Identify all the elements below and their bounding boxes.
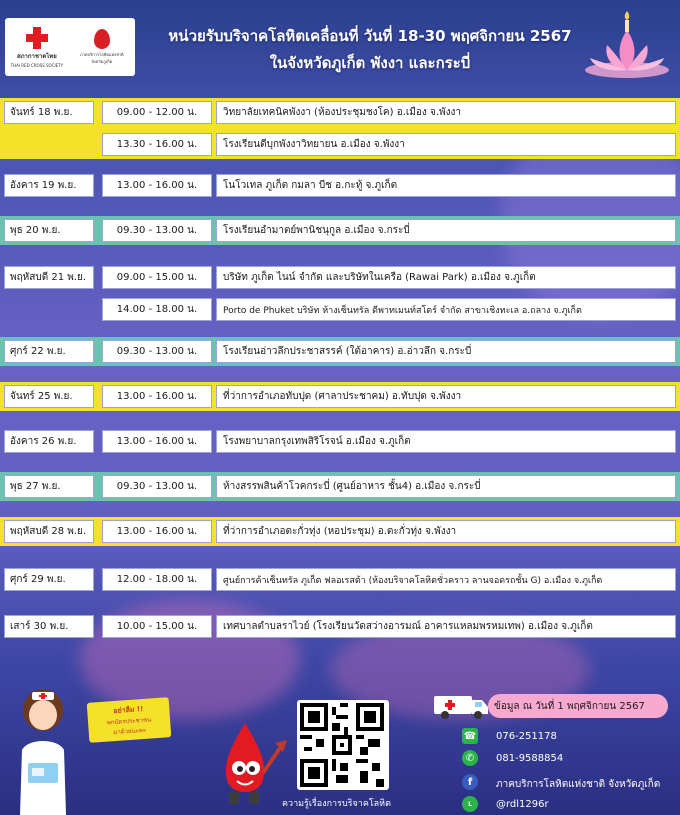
schedule-time: 13.30 - 16.00 น. xyxy=(102,133,212,156)
schedule-place: ที่ว่าการอำเภอทับปุด (ศาลาประชาคม) อ.ทับปุด จ.พังงา xyxy=(216,385,676,408)
qr-caption: ความรู้เรื่องการบริจาคโลหิต xyxy=(282,799,391,809)
schedule-day: พฤหัสบดี 21 พ.ย. xyxy=(4,266,94,289)
blood-center-logo xyxy=(74,29,129,65)
qr-code[interactable] xyxy=(297,700,389,790)
schedule-place: โนโวเทล ภูเก็ต กมลา บีช อ.กะทู้ จ.ภูเก็ต xyxy=(216,174,676,197)
schedule-place: โรงพยาบาลกรุงเทพสิริโรจน์ อ.เมือง จ.ภูเก็ต xyxy=(216,430,676,453)
schedule-day: พุธ 27 พ.ย. xyxy=(4,475,94,498)
schedule-time: 13.00 - 16.00 น. xyxy=(102,385,212,408)
red-cross-logo xyxy=(11,27,63,68)
title-line-2: ในจังหวัดภูเก็ต พังงา และกระบี่ xyxy=(269,54,471,72)
schedule-day: จันทร์ 25 พ.ย. xyxy=(4,385,94,408)
schedule-place: Porto de Phuket บริษัท ห้างเซ็นทรัล ดีพาทเมนท์สโตร์ จำกัด สาขาเชิงทะเล อ.ถลาง จ.ภูเก็ต xyxy=(216,298,676,321)
red-cross-sub: THAI RED CROSS SOCIETY xyxy=(10,62,64,68)
schedule-place: บริษัท ภูเก็ต ไนน์ จำกัด และบริษัทในเครือ (Rawai Park) อ.เมือง จ.ภูเก็ต xyxy=(216,266,676,289)
logo-box xyxy=(5,18,135,76)
schedule-day: จันทร์ 18 พ.ย. xyxy=(4,101,94,124)
facebook-page[interactable]: ภาคบริการโลหิตแห่งชาติ จังหวัดภูเก็ต xyxy=(496,779,661,790)
blood-drop-icon xyxy=(94,29,110,49)
schedule-day: อังคาร 26 พ.ย. xyxy=(4,430,94,453)
facebook-icon: f xyxy=(462,774,478,790)
schedule-place: โรงเรียนอ่าวลึกประชาสรรค์ (ใต้อาคาร) อ.อ่าวลึก จ.กระบี่ xyxy=(216,340,676,363)
reminder-line-1: อย่าลืม !! xyxy=(113,704,144,715)
schedule-place: เทศบาลตำบลราไวย์ (โรงเรียนวัดสว่างอารมณ์ อาคารแหลมพรหมเทพ) อ.เมือง จ.ภูเก็ต xyxy=(216,615,676,638)
nurse-illustration xyxy=(8,688,78,815)
blood-center-name: ภาคบริการโลหิตแห่งชาติ จังหวัดภูเก็ต xyxy=(80,52,124,64)
reminder-line-3: มาด้วยนะคะ xyxy=(113,726,147,736)
schedule-place: ที่ว่าการอำเภอตะกั่วทุ่ง (หอประชุม) อ.ตะกั่วทุ่ง จ.พังงา xyxy=(216,520,676,543)
schedule-time: 09.30 - 13.00 น. xyxy=(102,219,212,242)
schedule-day: ศุกร์ 22 พ.ย. xyxy=(4,340,94,363)
schedule-time: 13.00 - 16.00 น. xyxy=(102,430,212,453)
reminder-line-2: พกบัตรประชาชน xyxy=(106,715,152,727)
schedule-place: ศูนย์การค้าเซ็นทรัล ภูเก็ต ฟลอเรสต้า (ห้องบริจาคโลหิตชั่วคราว ลานจอดรถชั้น G) อ.เมือง จ.ภูเก็ต xyxy=(216,568,676,591)
schedule-day: อังคาร 19 พ.ย. xyxy=(4,174,94,197)
schedule-day: พุธ 20 พ.ย. xyxy=(4,219,94,242)
ambulance-icon xyxy=(432,692,490,720)
reminder-badge xyxy=(87,697,172,743)
title-line-1: หน่วยรับบริจาคโลหิตเคลื่อนที่ วันที่ 18-30 พฤศจิกายน 2567 xyxy=(168,27,572,45)
line-icon: L xyxy=(462,796,478,812)
schedule-time: 09.30 - 13.00 น. xyxy=(102,340,212,363)
schedule-time: 09.30 - 13.00 น. xyxy=(102,475,212,498)
schedule-place: วิทยาลัยเทคนิคพังงา (ห้องประชุมชงโค) อ.เมือง จ.พังงา xyxy=(216,101,676,124)
schedule-day: ศุกร์ 29 พ.ย. xyxy=(4,568,94,591)
schedule-time: 09.00 - 12.00 น. xyxy=(102,101,212,124)
lotus-lantern-icon xyxy=(582,10,672,80)
schedule-time: 09.00 - 15.00 น. xyxy=(102,266,212,289)
schedule-time: 10.00 - 15.00 น. xyxy=(102,615,212,638)
blood-drop-mascot xyxy=(215,718,290,808)
schedule-time: 12.00 - 18.00 น. xyxy=(102,568,212,591)
schedule-time: 13.00 - 16.00 น. xyxy=(102,520,212,543)
info-date-text: ข้อมูล ณ วันที่ 1 พฤศจิกายน 2567 xyxy=(494,700,645,712)
red-cross-name: สภากาชาดไทย xyxy=(16,52,57,60)
schedule-place: โรงเรียนอำมาตย์พานิชนุกูล อ.เมือง จ.กระบี่ xyxy=(216,219,676,242)
phone-2[interactable]: 081-9588854 xyxy=(496,753,564,764)
red-cross-icon xyxy=(26,27,48,49)
phone-icon: ☎ xyxy=(462,728,478,744)
schedule-time: 13.00 - 16.00 น. xyxy=(102,174,212,197)
qr-code-icon xyxy=(300,703,384,787)
phone-1[interactable]: 076-251178 xyxy=(496,731,557,742)
schedule-day: พฤหัสบดี 28 พ.ย. xyxy=(4,520,94,543)
schedule-place: โรงเรียนดีบุกพังงาวิทยายน อ.เมือง จ.พังงา xyxy=(216,133,676,156)
line-id[interactable]: @rdl1296r xyxy=(496,799,549,810)
schedule-place: ห้างสรรพสินค้าโวคกระบี่ (ศูนย์อาหาร ชั้น4) อ.เมือง จ.กระบี่ xyxy=(216,475,676,498)
whatsapp-icon: ✆ xyxy=(462,750,478,766)
info-date-ribbon xyxy=(488,694,668,718)
schedule-day: เสาร์ 30 พ.ย. xyxy=(4,615,94,638)
schedule-time: 14.00 - 18.00 น. xyxy=(102,298,212,321)
